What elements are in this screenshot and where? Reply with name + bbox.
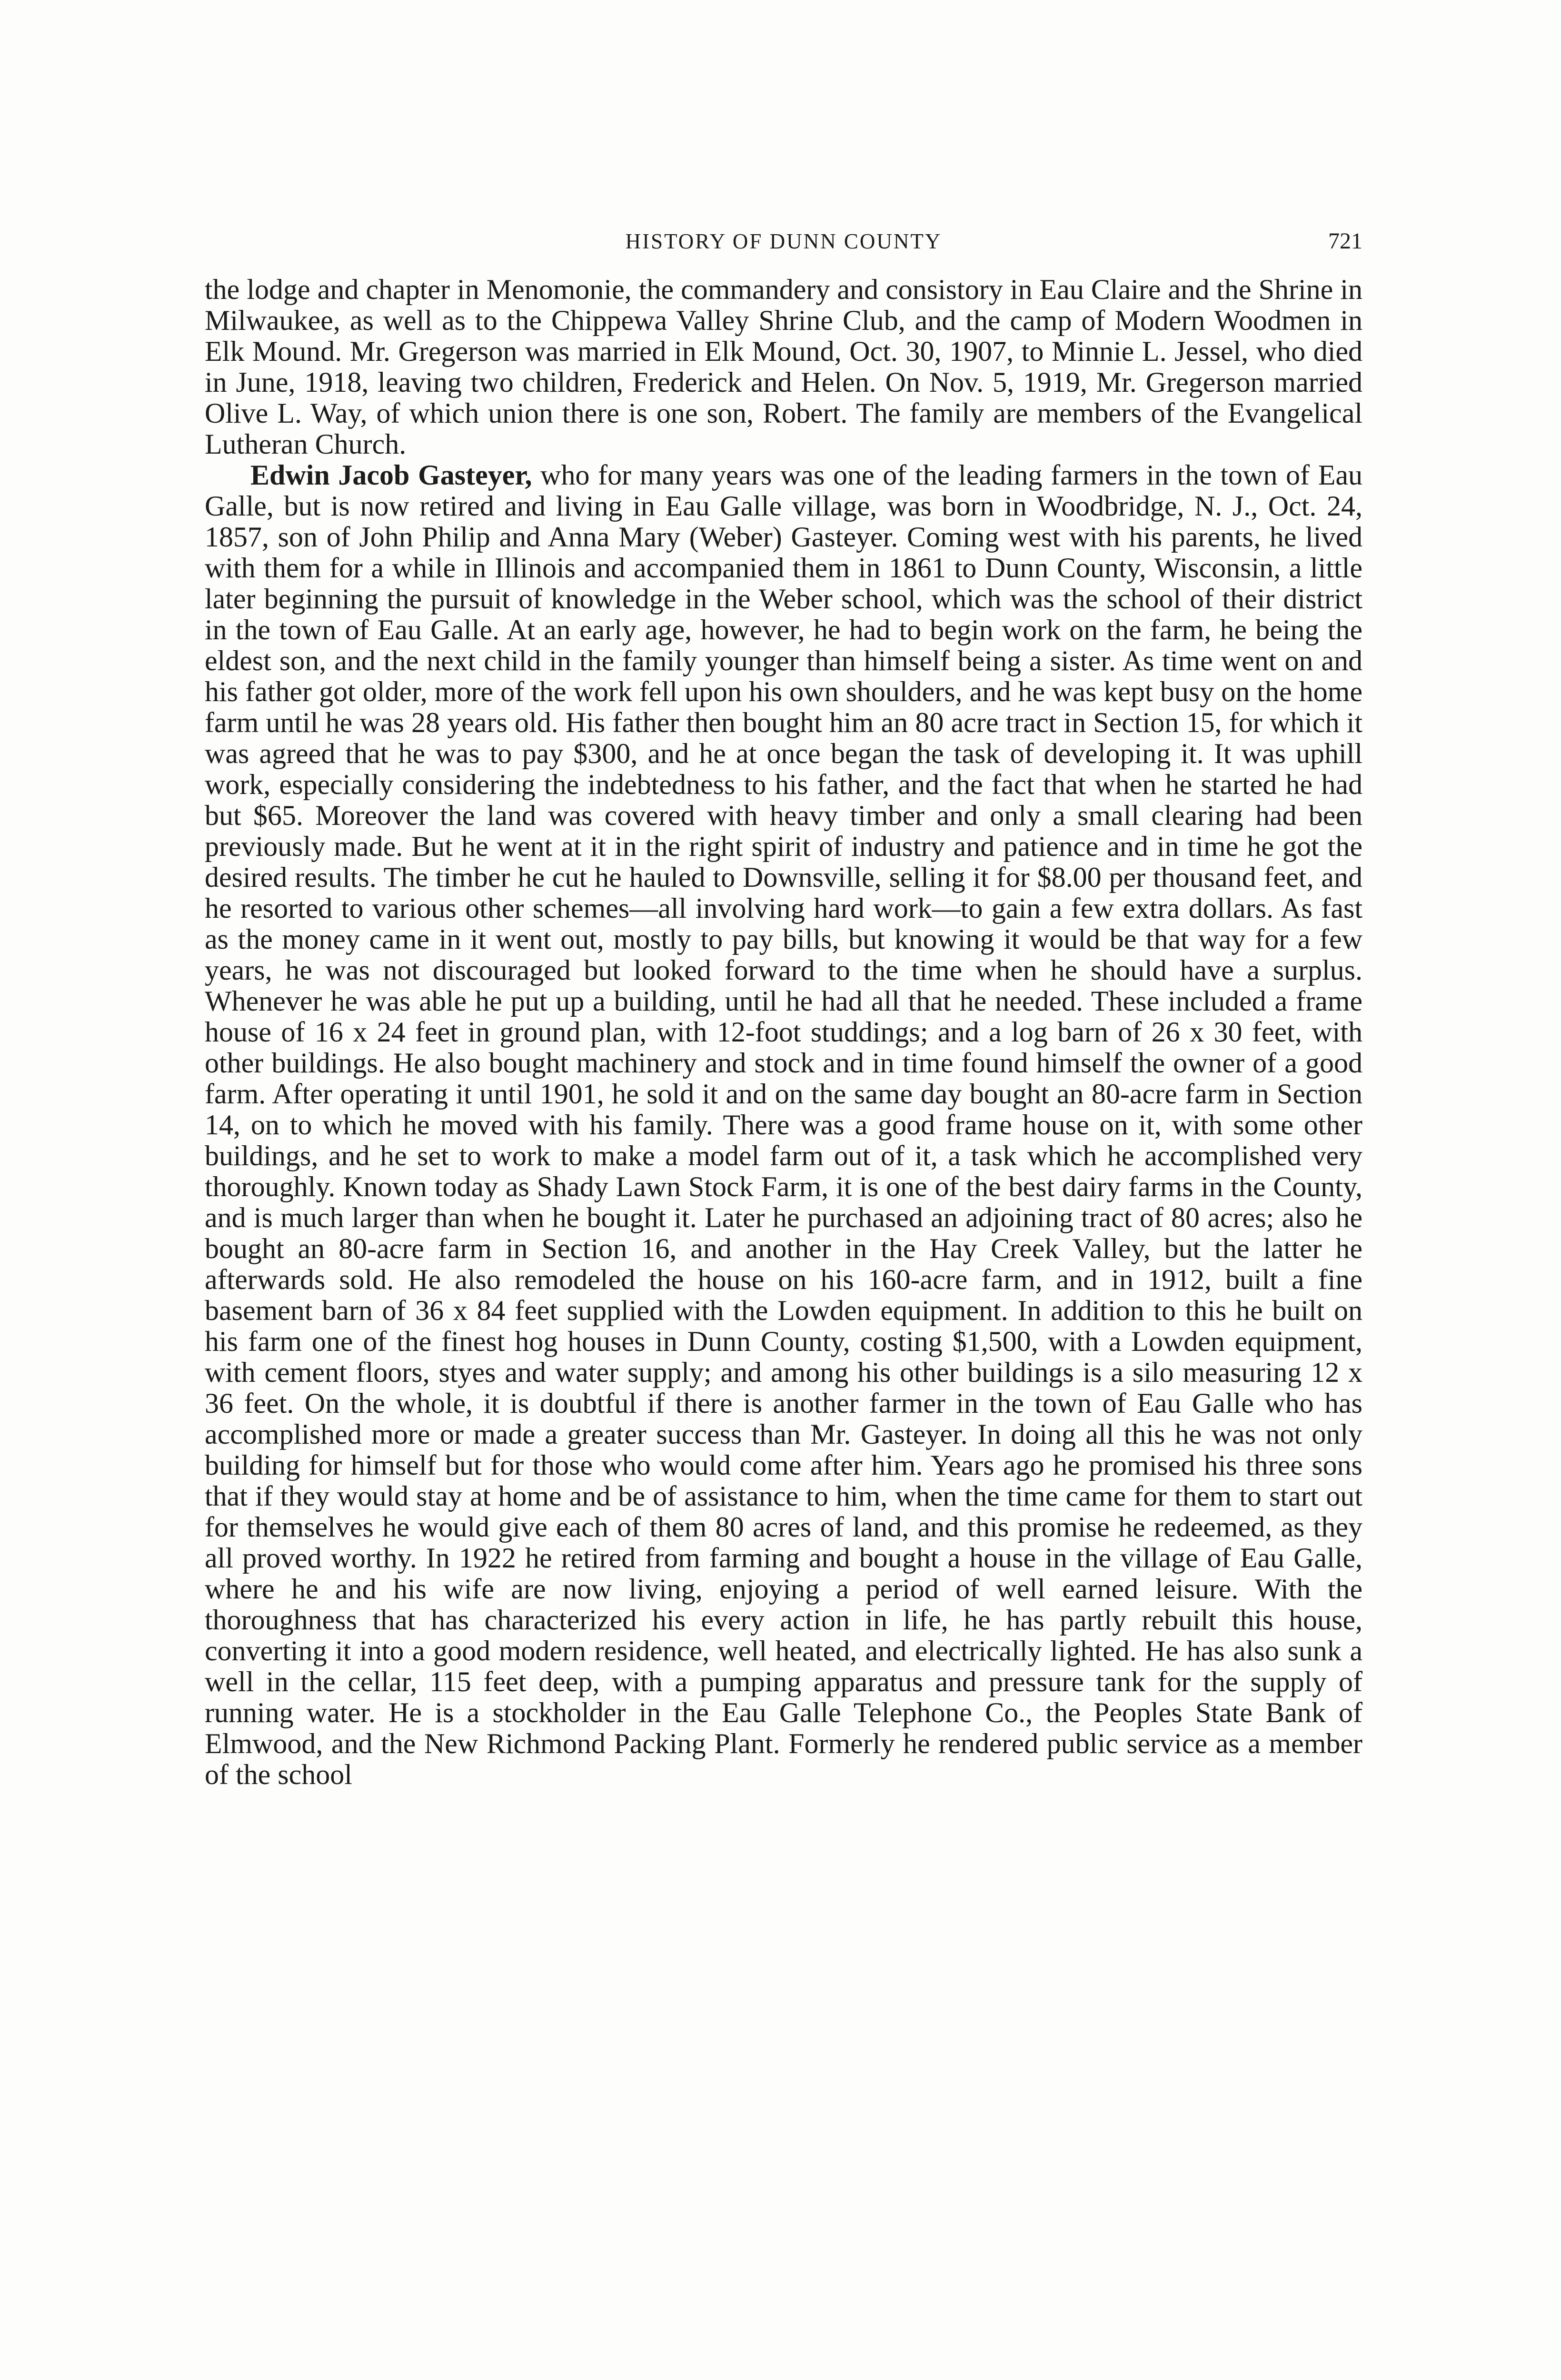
paragraph-continuation (205, 274, 1362, 460)
running-head (205, 225, 1362, 258)
paragraph-text: who for many years was one of the leading farmers in the town of Eau Galle, but is now retired and living in Eau Galle village, was born in Woodbridge, N. J., Oct. 24, 1857, son of John Philip and Anna Mary (Weber) Gasteyer. Coming west with his parents, he lived with them for a while in Illinois and accompanied them in 1861 to Dunn County, Wisconsin, a little later beginning the pursuit of knowledge in the Weber school, which was the school of their district in the town of Eau Galle. At an early age, however, he had to begin work on the farm, he being the eldest son, and the next child in the family younger than himself being a sister. As time went on and his father got older, more of the work fell upon his own shoulders, and he was kept busy on the home farm until he was 28 years old. His father then bought him an 80 acre tract in Section 15, for which it was agreed that he was to pay $300, and he at once began the task of developing it. It was uphill work, especially considering the indebtedness to his father, and the fact that when he started he had but $65. Moreover the land was covered with heavy timber and only a small clearing had been previously made. But he went at it in the right spirit of industry and patience and in time he got the desired results. The timber he cut he hauled to Downsville, selling it for $8.00 per thousand feet, and he resorted to various other schemes—all involving hard work—to gain a few extra dollars. As fast as the money came in it went out, mostly to pay bills, but knowing it would be that way for a few years, he was not discouraged but looked forward to the time when he should have a surplus. Whenever he was able he put up a building, until he had all that he needed. These included a frame house of 16 x 24 feet in ground plan, with 12-foot studdings; and a log barn of 26 x 30 feet, with other buildings. He also bought machinery and stock and in time found himself the owner of a good farm. After operating it until 1901, he sold it and on the same day bought an 80-acre farm in Section 14, on to which he moved with his family. There was a good frame house on it, with some other buildings, and he set to work to make a model farm out of it, a task which he accomplished very thoroughly. Known today as Shady Lawn Stock Farm, it is one of the best dairy farms in the County, and is much larger than when he bought it. Later he purchased an adjoining tract of 80 acres; also he bought an 80-acre farm in Section 16, and another in the Hay Creek Valley, but the latter he afterwards sold. He also remodeled the house on his 160-acre farm, and in 1912, built a fine basement barn of 36 x 84 feet supplied with the Lowden equipment. In addition to this he built on his farm one of the finest hog houses in Dunn County, costing $1,500, with a Lowden equipment, with cement floors, styes and water supply; and among his other buildings is a silo measuring 12 x 36 feet. On the whole, it is doubtful if there is another farmer in the town of Eau Galle who has accomplished more or made a greater success than Mr. Gasteyer. In doing all this he was not only building for himself but for those who would come after him. Years ago he promised his three sons that if they would stay at home and be of assistance to him, when the time came for them to start out for themselves he would give each of them 80 acres of land, and this promise he redeemed, as they all proved worthy. In 1922 he retired from farming and bought a house in the village of Eau Galle, where he and his wife are now living, enjoying a period of well earned leisure. With the thoroughness that has characterized his every action in life, he has partly rebuilt this house, converting it into a good modern residence, well heated, and electrically lighted. He has also sunk a well in the cellar, 115 feet deep, with a pumping apparatus and pressure tank for the supply of running water. He is a stockholder in the Eau Galle Telephone Co., the Peoples State Bank of Elmwood, and the New Richmond Packing Plant. Formerly he rendered public service as a member of the school (205, 459, 1362, 1790)
body-text (205, 274, 1362, 1790)
paragraph-text: the lodge and chapter in Menomonie, the commandery and consistory in Eau Claire and the Shrine in Milwaukee, as well as to the Chippewa Valley Shrine Club, and the camp of Modern Woodmen in Elk Mound. Mr. Gregerson was married in Elk Mound, Oct. 30, 1907, to Minnie L. Jessel, who died in June, 1918, leaving two children, Frederick and Helen. On Nov. 5, 1919, Mr. Gregerson married Olive L. Way, of which union there is one son, Robert. The family are members of the Evangelical Lutheran Church. (205, 274, 1362, 460)
page-number: 721 (1328, 228, 1362, 254)
paragraph-biography (205, 460, 1362, 1790)
running-title: HISTORY OF DUNN COUNTY (625, 229, 942, 253)
biography-name: Edwin Jacob Gasteyer, (250, 459, 532, 491)
